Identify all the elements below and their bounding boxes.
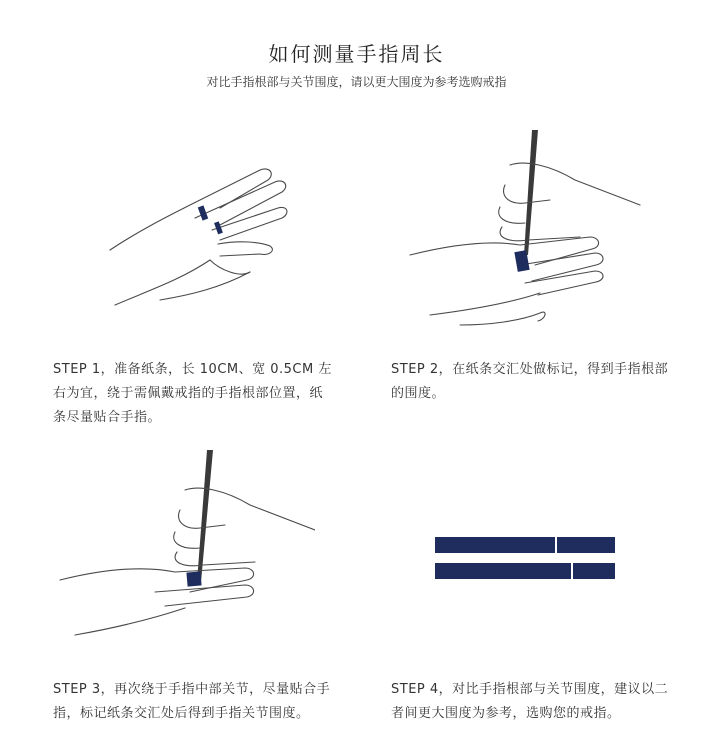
pen-mark-knuckle-illustration: [55, 450, 315, 650]
step-4-text: STEP 4，对比手指根部与关节围度，建议以二者间更大围度为参考，选购您的戒指。: [391, 682, 669, 721]
step-3-text: STEP 3，再次绕于手指中部关节，尽量贴合手指，标记纸条交汇处后得到手指关节围度。: [53, 682, 331, 721]
page-title: 如何测量手指周长: [268, 42, 445, 66]
paper-strip-knuckle: [435, 563, 571, 579]
paper-strip-base-extra: [557, 537, 615, 553]
page-subtitle: 对比手指根部与关节围度，请以更大围度为参考选购戒指: [206, 75, 507, 89]
step-2-text: STEP 2，在纸条交汇处做标记，得到手指根部的围度。: [391, 362, 669, 401]
paper-strip-knuckle-extra: [573, 563, 615, 579]
paper-strip-base: [435, 537, 555, 553]
pen-mark-base-illustration: [400, 125, 650, 335]
hand-wrap-illustration: [100, 160, 300, 310]
step-1-text: STEP 1，准备纸条，长 10CM、宽 0.5CM 左右为宜，绕于需佩戴戒指的手指根部位置，纸条尽量贴合手指。: [53, 362, 332, 425]
